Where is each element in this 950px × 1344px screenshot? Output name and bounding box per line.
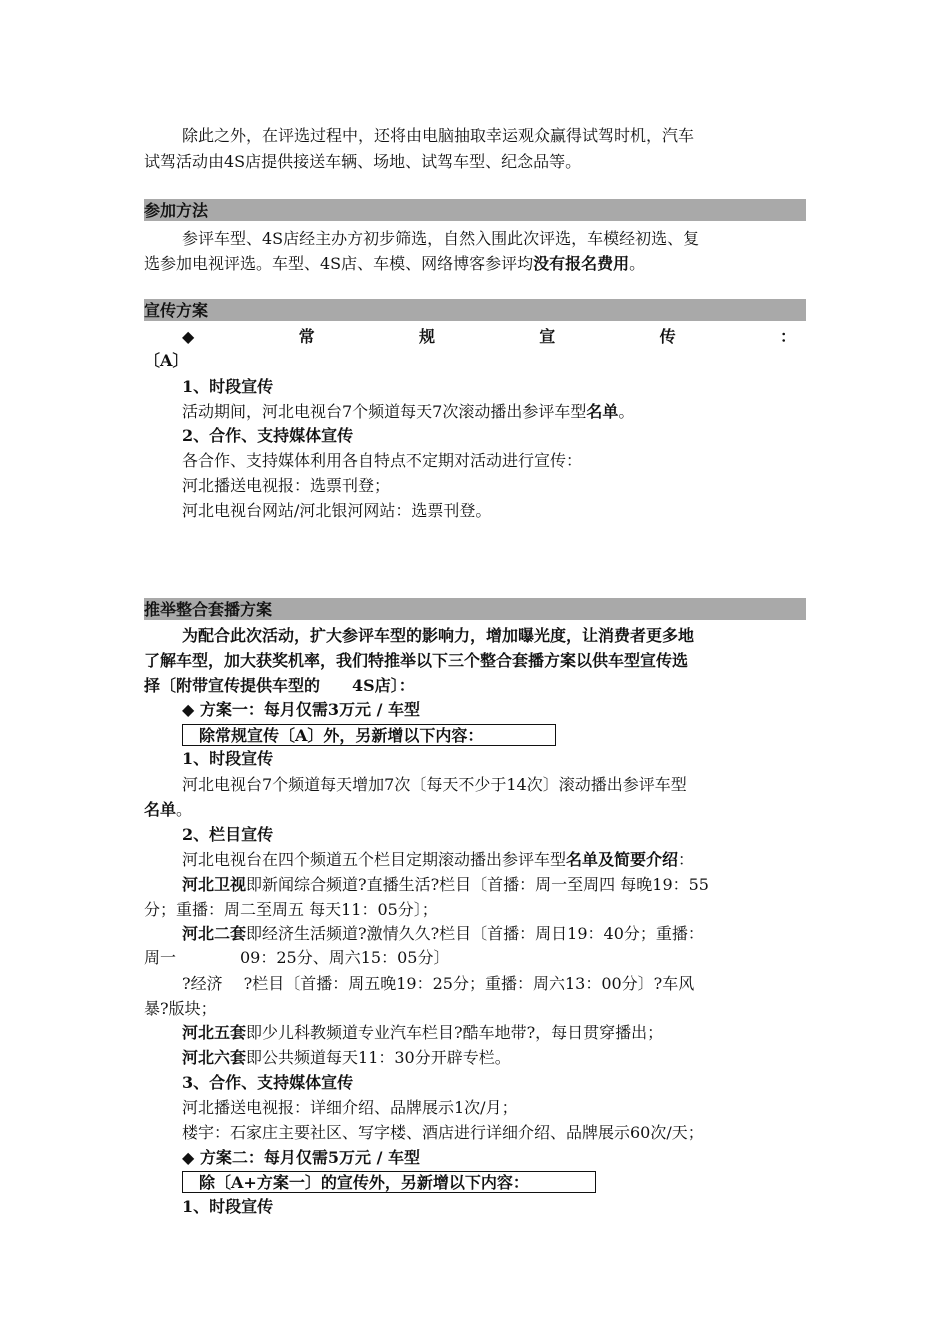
hebei-satellite-line bbox=[144, 873, 806, 897]
participation-text: 选参加电视评选。车型、4S店、车模、网络博客参评均 bbox=[144, 254, 534, 273]
section-heading-package: 推举整合套播方案 bbox=[144, 598, 806, 620]
plan-1-heading: ◆ 方案一：每月仅需3万元 / 车型 bbox=[182, 700, 420, 719]
section-heading-participation: 参加方法 bbox=[144, 199, 806, 221]
participation-line-1: 参评车型、4S店经主办方初步筛选，自然入围此次评选，车模经初选、复 bbox=[182, 229, 700, 248]
promo-text-end: 。 bbox=[618, 402, 635, 421]
bullet-icon: ◆ bbox=[182, 327, 195, 346]
plan-1-text-2 bbox=[144, 798, 806, 822]
channel-name: 河北二套 bbox=[182, 924, 247, 943]
channel-name: 河北五套 bbox=[182, 1023, 247, 1042]
participation-end: 。 bbox=[629, 254, 646, 273]
channel-name: 河北六套 bbox=[182, 1048, 247, 1067]
promo-text-4: 河北电视台网站/河北银河网站：选票刊登。 bbox=[182, 501, 492, 520]
promo-text-2: 各合作、支持媒体利用各自特点不定期对活动进行宣传： bbox=[182, 451, 583, 470]
list-word: 名单 bbox=[144, 800, 177, 819]
channel-text: 即经济生活频道?激情久久?栏目〔首播：周日19：40分；重播： bbox=[246, 924, 704, 943]
list-word: 名单 bbox=[586, 402, 619, 421]
heading-char: 常 bbox=[298, 327, 315, 346]
participation-line-2 bbox=[144, 252, 806, 276]
heading-char: 传 bbox=[659, 327, 676, 346]
promo-text-1 bbox=[144, 400, 806, 424]
plan-1-text-3 bbox=[144, 848, 806, 872]
text-end: 。 bbox=[176, 800, 193, 819]
heading-char: ： bbox=[779, 327, 796, 346]
economy-line: ?经济 ?栏目〔首播：周五晚19：25分；重播：周六13：00分〕?车风 bbox=[182, 974, 695, 993]
channel-text: 即公共频道每天11：30分开辟专栏。 bbox=[246, 1048, 511, 1067]
media-line-2: 楼宇：石家庄主要社区、写字楼、酒店进行详细介绍、品牌展示60次/天； bbox=[182, 1123, 704, 1142]
plan-2-heading: ◆ 方案二：每月仅需5万元 / 车型 bbox=[182, 1148, 420, 1167]
package-para-2: 了解车型，加大获奖机率，我们特推举以下三个整合套播方案以供车型宣传选 bbox=[144, 651, 689, 670]
plan-1-text-1: 河北电视台7个频道每天增加7次〔每天不少于14次〕滚动播出参评车型 bbox=[182, 775, 687, 794]
list-intro-word: 名单及简要介绍 bbox=[566, 850, 679, 869]
hebei-satellite-line-2: 分；重播：周二至周五 每天11：05分〕； bbox=[144, 900, 438, 919]
plan-1-box: 除常规宣传〔A〕外，另新增以下内容： bbox=[182, 724, 556, 746]
plan-1-heading-2: 2、栏目宣传 bbox=[182, 825, 274, 844]
promo-text: 活动期间，河北电视台7个频道每天7次滚动播出参评车型 bbox=[182, 402, 587, 421]
intro-line-1: 除此之外，在评选过程中，还将由电脑抽取幸运观众赢得试驾时机，汽车 bbox=[182, 126, 695, 145]
plan-2-box: 除〔A+方案一〕的宣传外，另新增以下内容： bbox=[182, 1171, 596, 1193]
channel-text: 即新闻综合频道?直播生活?栏目〔首播：周一至周四 每晚19：55 bbox=[246, 875, 709, 894]
intro-line-2: 试驾活动由4S店提供接送车辆、场地、试驾车型、纪念品等。 bbox=[144, 152, 582, 171]
promo-heading-2: 2、合作、支持媒体宣传 bbox=[182, 426, 354, 445]
hebei-two-line bbox=[144, 922, 806, 946]
regular-promo-heading bbox=[144, 325, 806, 349]
channel-name: 河北卫视 bbox=[182, 875, 247, 894]
hebei-five-line bbox=[144, 1021, 806, 1045]
column-text: 河北电视台在四个频道五个栏目定期滚动播出参评车型 bbox=[182, 850, 567, 869]
plan-1-heading-1: 1、时段宣传 bbox=[182, 749, 274, 768]
section-heading-promo: 宣传方案 bbox=[144, 299, 806, 321]
heading-char: 宣 bbox=[539, 327, 556, 346]
text-end: ： bbox=[678, 850, 695, 869]
hebei-two-line-2: 周一 09：25分、周六15：05分〕 bbox=[144, 948, 450, 967]
promo-heading-1: 1、时段宣传 bbox=[182, 377, 274, 396]
package-para-1: 为配合此次活动，扩大参评车型的影响力，增加曝光度，让消费者更多地 bbox=[182, 626, 695, 645]
hebei-six-line bbox=[144, 1046, 806, 1070]
heading-char: 规 bbox=[418, 327, 435, 346]
package-para-3: 择〔附带宣传提供车型的 4S店〕： bbox=[144, 676, 415, 695]
promo-text-3: 河北播送电视报：选票刊登； bbox=[182, 476, 391, 495]
plan-1-heading-3: 3、合作、支持媒体宣传 bbox=[182, 1073, 354, 1092]
no-fee-text: 没有报名费用 bbox=[533, 254, 630, 273]
channel-text: 即少儿科教频道专业汽车栏目?酷车地带?，每日贯穿播出； bbox=[246, 1023, 664, 1042]
plan-2-heading-1: 1、时段宣传 bbox=[182, 1197, 274, 1216]
media-line-1: 河北播送电视报：详细介绍、品牌展示1次/月； bbox=[182, 1098, 518, 1117]
economy-line-2: 暴?版块； bbox=[144, 999, 217, 1018]
regular-promo-label-a: 〔A〕 bbox=[144, 351, 189, 370]
